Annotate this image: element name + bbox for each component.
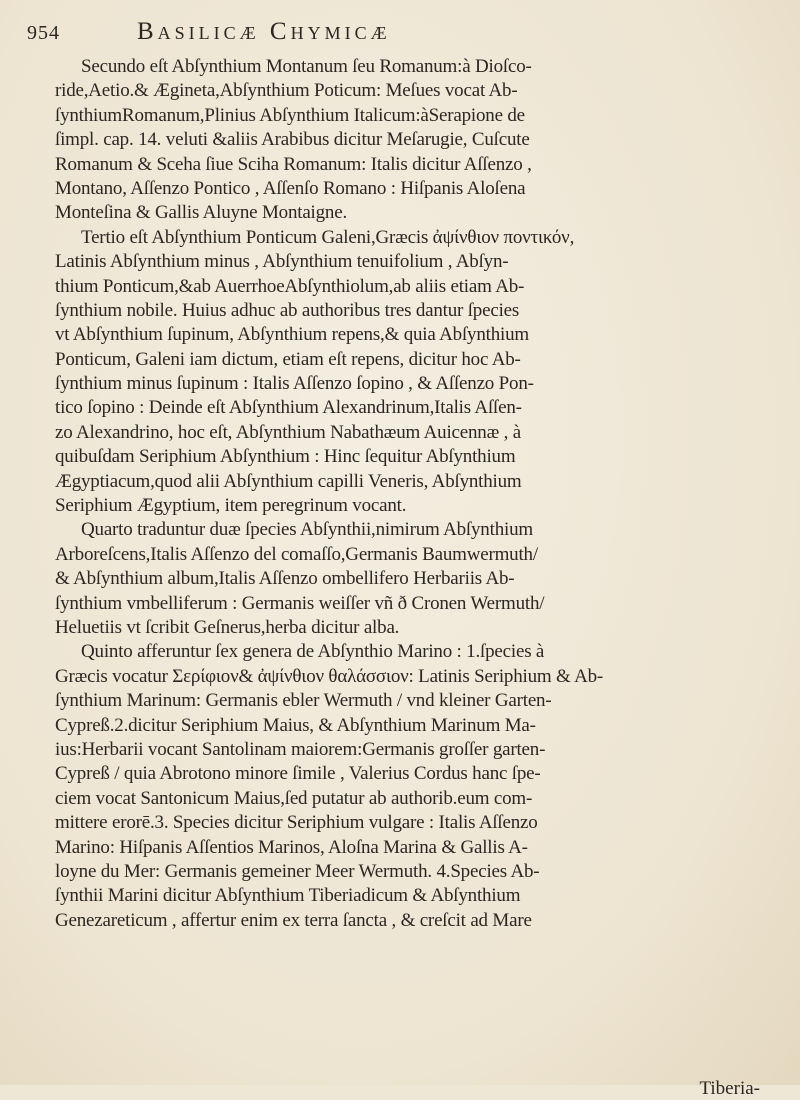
text-line: ius:Herbarii vocant Santolinam maiorem:Germanis groſſer garten- xyxy=(55,738,546,760)
text-line: Romanum & Sceha ſiue Sciha Romanum: Italis dicitur Aſſenzo , xyxy=(55,153,532,175)
text-line: tico ſopino : Deinde eſt Abſynthium Alexandrinum,Italis Aſſen- xyxy=(55,397,522,419)
running-head: Basilicæ Chymicæ xyxy=(137,18,391,45)
text-line: Cypreß / quia Abrotono minore ſimile , Valerius Cordus hanc ſpe- xyxy=(55,763,541,785)
text-line: Tertio eſt Abſynthium Ponticum Galeni,Græcis ἀψίνθιον ποντικόν, xyxy=(81,226,575,248)
text-line: Seriphium Ægyptium, item peregrinum vocant. xyxy=(55,495,407,517)
text-line: ſynthii Marini dicitur Abſynthium Tiberiadicum & Abſynthium xyxy=(55,885,521,907)
text-line: Heluetiis vt ſcribit Geſnerus,herba dicitur alba. xyxy=(55,616,400,638)
text-line: Quinto afferuntur ſex genera de Abſynthio Marino : 1.ſpecies à xyxy=(81,641,545,663)
text-line: ciem vocat Santonicum Maius,ſed putatur ab authorib.eum com- xyxy=(55,787,533,809)
text-line: Genezareticum , affertur enim ex terra ſancta , & creſcit ad Mare xyxy=(55,909,532,931)
text-line: Græcis vocatur Σερίφιον& ἀψίνθιον θαλάσσιον: Latinis Seriphium & Ab- xyxy=(55,665,604,687)
body-text xyxy=(55,55,760,1099)
text-line: ſimpl. cap. 14. veluti &aliis Arabibus dicitur Meſarugie, Cuſcute xyxy=(55,129,530,151)
text-line: ſynthium nobile. Huius adhuc ab authoribus tres dantur ſpecies xyxy=(55,299,520,321)
page-number: 954 xyxy=(27,22,60,44)
text-line: loyne du Mer: Germanis gemeiner Meer Wermuth. 4.Species Ab- xyxy=(55,860,540,882)
text-line: mittere erorē.3. Species dicitur Seriphium vulgare : Italis Aſſenzo xyxy=(55,812,538,834)
text-line: Ægyptiacum,quod alii Abſynthium capilli Veneris, Abſynthium xyxy=(55,470,522,492)
text-line: Cypreß.2.dicitur Seriphium Maius, & Abſynthium Marinum Ma- xyxy=(55,714,536,736)
text-line: Ponticum, Galeni iam dictum, etiam eſt repens, dicitur hoc Ab- xyxy=(55,348,521,370)
text-line: thium Ponticum,&ab AuerrhoeAbſynthiolum,ab aliis etiam Ab- xyxy=(55,275,525,297)
text-line: ſynthiumRomanum,Plinius Abſynthium Italicum:àSerapione de xyxy=(55,104,525,126)
text-line: ſynthium vmbelliferum : Germanis weiſſer vñ ð Cronen Wermuth/ xyxy=(55,592,545,614)
text-line: & Abſynthium album,Italis Aſſenzo ombellifero Herbariis Ab- xyxy=(55,568,515,590)
text-line: ride,Aetio.& Ægineta,Abſynthium Poticum: Meſues vocat Ab- xyxy=(55,80,518,102)
text-line: Monteſina & Gallis Aluyne Montaigne. xyxy=(55,202,348,224)
page-header xyxy=(27,18,760,48)
text-line: Latinis Abſynthium minus , Abſynthium tenuifolium , Abſyn- xyxy=(55,251,509,273)
text-line: Montano, Aſſenzo Pontico , Aſſenſo Romano : Hiſpanis Aloſena xyxy=(55,177,526,199)
text-line: zo Alexandrino, hoc eſt, Abſynthium Nabathæum Auicennæ , à xyxy=(55,421,521,443)
text-line: Quarto traduntur duæ ſpecies Abſynthii,nimirum Abſynthium xyxy=(81,519,533,541)
text-line: Arboreſcens,Italis Aſſenzo del comaſſo,Germanis Baumwermuth/ xyxy=(55,543,538,565)
text-line: quibuſdam Seriphium Abſynthium : Hinc ſequitur Abſynthium xyxy=(55,446,516,468)
text-line: vt Abſynthium ſupinum, Abſynthium repens,& quia Abſynthium xyxy=(55,324,529,346)
text-line: Marino: Hiſpanis Aſſentios Marinos, Aloſna Marina & Gallis A- xyxy=(55,836,528,858)
text-line: ſynthium Marinum: Germanis ebler Wermuth / vnd kleiner Garten- xyxy=(55,690,552,712)
text-line: ſynthium minus ſupinum : Italis Aſſenzo ſopino , & Aſſenzo Pon- xyxy=(55,373,534,395)
catchword: Tiberia- xyxy=(699,1078,760,1099)
text-line: Secundo eſt Abſynthium Montanum ſeu Romanum:à Dioſco- xyxy=(81,56,532,77)
